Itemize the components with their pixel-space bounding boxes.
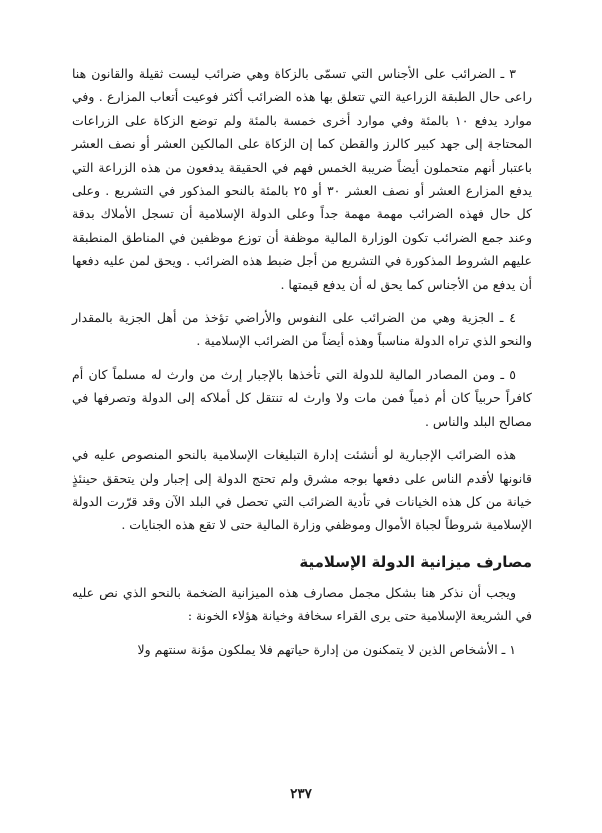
- paragraph-jizya: ٤ ـ الجزية وهي من الضرائب على النفوس والأراضي تؤخذ من أهل الجزية بالمقدار والنحو الذي تراه الدولة مناسباً وهذه أيضاً من الضرائب الإسلامية .: [72, 310, 532, 349]
- paragraph-item-one: ١ ـ الأشخاص الذين لا يتمكنون من إدارة حياتهم فلا يملكون مؤنة سنتهم ولا: [137, 641, 516, 657]
- page-body: [72, 62, 532, 671]
- section-title: مصارف ميزانية الدولة الإسلامية: [299, 552, 532, 571]
- paragraph-inheritance: ٥ ـ ومن المصادر المالية للدولة التي تأخذها بالإجبار إرث من وارث له مسلماً كان أم كافراً حربياً كان أم ذمياً فمن مات ولا وارث له تنتقل كل أملاكه إلى الدولة وتصرفها في مصالح البلد والناس .: [72, 366, 532, 429]
- page-number: ٢٣٧: [290, 786, 312, 802]
- paragraph-compulsory-taxes: هذه الضرائب الإجبارية لو أنشئت إدارة التبليغات الإسلامية بالنحو المنصوص عليه في قانونها لأقدم الناس على دفعها بوجه مشرق ولم تحتج الدولة إلى إجبار ولن يتحقق حينئذٍ خيانة من كل هذه الخيانات في تأدية الضرائب التي تحصل في البلد الآن وقد قرّرت الدولة الإسلامية شروطاً لجباة الأموال وموظفي وزارة المالية حتى لا تقع هذه الجنايات .: [72, 447, 532, 533]
- paragraph-zakat-taxes: ٣ ـ الضرائب على الأجناس التي تسمّى بالزكاة وهي ضرائب ليست ثقيلة والقانون هنا راعى حال الطبقة الزراعية التي تتعلق بها هذه الضرائب أكثر فوعيت أتعاب المزارع . وفي موارد يدفع ١٠ بالمئة وفي موارد أخرى خمسة بالمئة ولم توضع الزكاة على الزراعات المحتاجة إلى جهد كبير كالرز والقطن كما إن الزكاة على المالكين العشر أو نصف العشر باعتبار أنهم متحملون أيضاً ضريبة الخمس فهم في الحقيقة يدفعون من هذه الزراعة التي يدفع المزارع العشر أو نصف العشر ٣٠ أو ٢٥ بالمئة بالنحو المذكور في التشريع . وعلى كل حال فهذه الضرائب مهمة مهمة جداً وعلى الدولة الإسلامية أن تسجل الأملاك بدقة وعند جمع الضرائب تكون الوزارة المالية موظفة أن توزع موظفين في المناطق المنطبقة عليهم الشروط المذكورة في التشريع من أجل ضبط هذه الضرائب . ويحق لمن عليه دفعها أن يدفع من الأجناس كما يحق له أن يدفع قيمتها .: [72, 66, 532, 292]
- paragraph-budget-intro: ويجب أن نذكر هنا بشكل مجمل مصارف هذه الميزانية الضخمة بالنحو الذي نص عليه في الشريعة الإسلامية حتى يرى القراء سخافة وخيانة هؤلاء الخونة :: [72, 584, 532, 624]
